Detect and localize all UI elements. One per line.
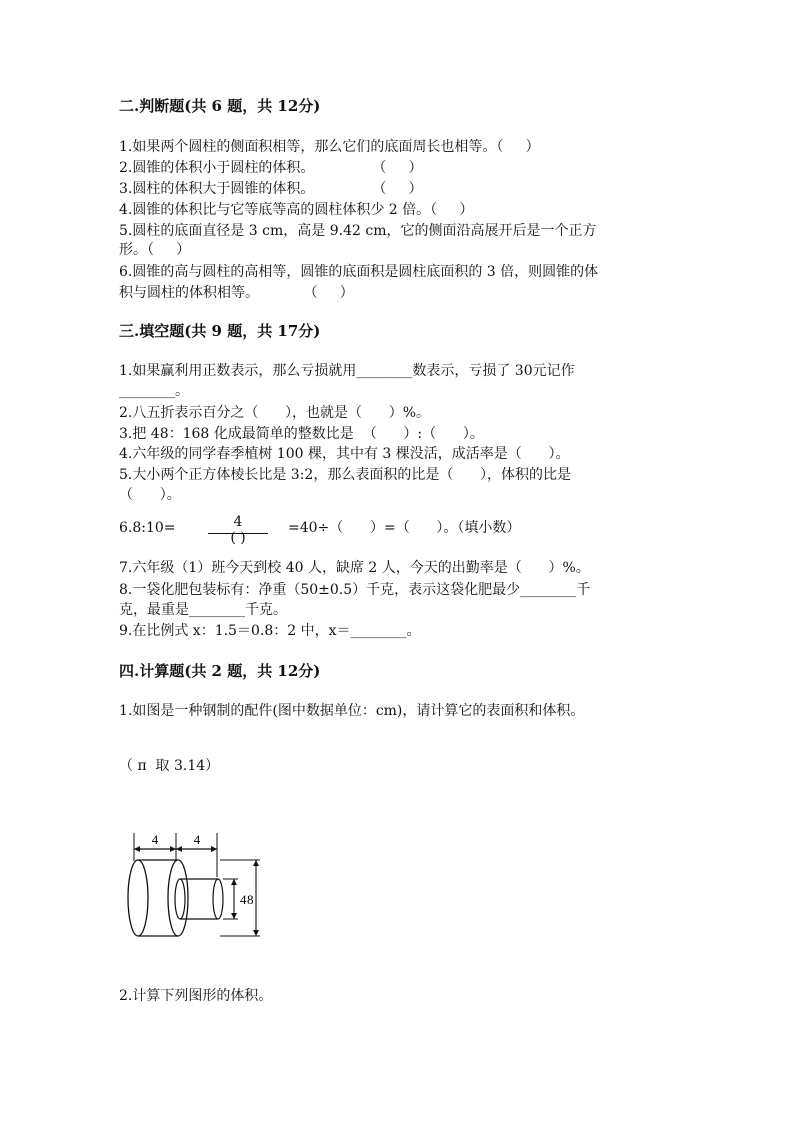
question-text: 2.八五折表示百分之（ ），也就是（ ）%。 [119,405,431,421]
question-text: 2.圆锥的体积小于圆柱的体积。 （ ） [119,160,423,176]
question-text: 2.计算下列图形的体积。 [119,988,273,1004]
question-text: 1.如果两个圆柱的侧面积相等，那么它们的底面周长也相等。（ ） [119,139,540,155]
section-heading-judgement: 二.判断题(共 6 题，共 12分) [119,97,321,115]
fraction-numerator: 4 [233,514,243,530]
question-text: 4.圆锥的体积比与它等底等高的圆柱体积少 2 倍。（ ） [119,202,474,218]
section-heading-calculation: 四.计算题(共 2 题，共 12分) [119,662,321,680]
question-text: 3.把 48：168 化成最简单的整数比是 （ ）:（ ）。 [119,426,484,442]
pi-note: （ π 取 3.14） [119,758,220,774]
question-6-prefix: 6.8:10= [119,520,176,536]
question-text: 形。（ ） [119,242,191,258]
dim-label: 4 [193,832,201,847]
question-text: 6.圆锥的高与圆柱的高相等，圆锥的底面积是圆柱底面积的 3 倍，则圆锥的体 [119,264,599,280]
question-text: 1.如果赢利用正数表示，那么亏损就用________数表示，亏损了 30元记作 [119,363,575,379]
question-text: 积与圆柱的体积相等。 （ ） [119,285,354,301]
dim-label: 4 [240,892,247,907]
question-text: 克，最重是________千克。 [119,602,287,618]
question-text: 9.在比例式 x：1.5＝0.8：2 中，x＝________。 [119,623,421,639]
question-text: 4.六年级的同学春季植树 100 棵，其中有 3 棵没活，成活率是（ ）。 [119,446,570,462]
question-text: ________。 [119,383,189,399]
question-6-suffix: =40÷（ ）=（ ）。（填小数） [288,520,521,536]
question-text: 5.圆柱的底面直径是 3 cm，高是 9.42 cm，它的侧面沿高展开后是一个正方 [119,223,597,239]
steel-part-figure [120,825,270,949]
question-text: 8.一袋化肥包装标有：净重（50±0.5）千克，表示这袋化肥最少________千 [119,582,591,598]
steel-part-diagram [120,825,270,945]
question-text: （ ）。 [119,487,181,503]
question-text: 7.六年级（1）班今天到校 40 人，缺席 2 人，今天的出勤率是（ ）%。 [119,560,590,576]
question-text: 3.圆柱的体积大于圆锥的体积。 （ ） [119,181,423,197]
dim-label: 8 [247,892,254,907]
fraction-denominator: ( ) [230,530,246,546]
dim-label: 4 [151,832,159,847]
section-heading-fill-in: 三.填空题(共 9 题，共 17分) [119,322,321,340]
question-text: 5.大小两个正方体棱长比是 3:2，那么表面积的比是（ ），体积的比是 [119,467,572,483]
question-text: 1.如图是一种钢制的配件(图中数据单位：cm)，请计算它的表面积和体积。 [119,703,585,719]
fraction [208,514,268,550]
